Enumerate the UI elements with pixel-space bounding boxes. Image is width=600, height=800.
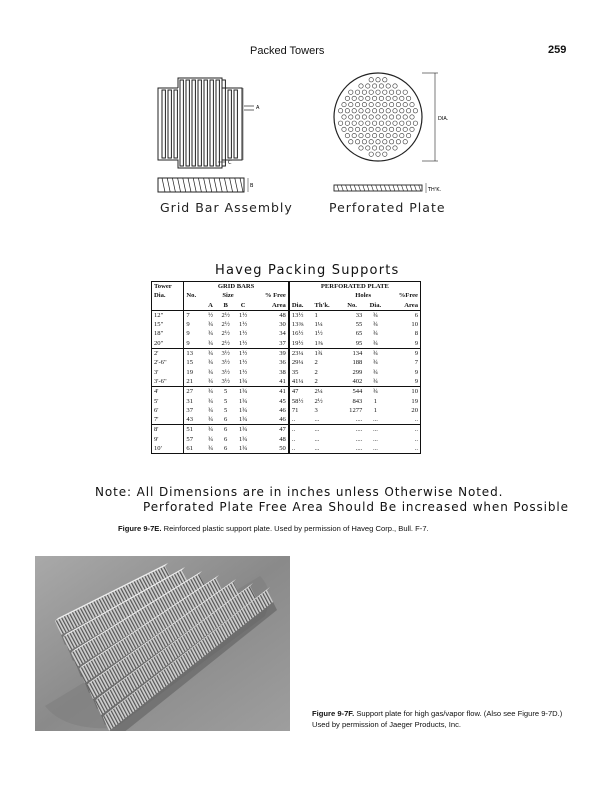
table-cell: 2½ (221, 330, 230, 338)
table-cell: 3½ (221, 368, 230, 376)
grid-bar-assembly-label: Grid Bar Assembly (160, 200, 293, 215)
table-cell: 5 (224, 397, 228, 405)
table-cell: 95 (340, 339, 365, 349)
table-cell: 55 (355, 321, 363, 329)
table-cell: 19 (411, 397, 418, 405)
table-cell: 46 (252, 415, 289, 425)
col-plate-area: Area (387, 301, 421, 311)
table-cell: 41 (252, 377, 289, 387)
table-cell: 9 (387, 339, 421, 349)
table-cell: 8' (154, 426, 159, 434)
table-cell: 2' (154, 350, 159, 358)
table-cell: 2¼ (314, 388, 323, 396)
table-cell: ¾ (372, 388, 378, 396)
dim-thk-label: TH'K. (428, 187, 442, 193)
table-cell: 9 (184, 320, 204, 329)
table-row (152, 377, 421, 387)
table-cell: 1277 (349, 406, 363, 414)
table-cell: 1¾ (239, 445, 248, 453)
table-cell: 1¾ (239, 406, 248, 414)
table-cell: 9 (184, 339, 204, 349)
table-cell: .. (414, 435, 418, 443)
table-cell: ¾ (364, 377, 386, 387)
table-cell: 5' (154, 397, 159, 405)
table-cell: .. (289, 435, 313, 444)
table-cell: 16½ (289, 329, 313, 338)
table-cell: ¾ (208, 426, 214, 434)
table-cell: 27 (184, 387, 204, 397)
figure-9-7f-caption (312, 708, 574, 730)
table-row (152, 320, 421, 329)
col-group-perforated-plate: PERFORATED PLATE (289, 282, 421, 292)
table-cell: 3'-6" (152, 377, 184, 387)
col-group-grid-bars: GRID BARS (184, 282, 289, 292)
table-cell: .... (355, 426, 363, 434)
table-cell: 58½ (289, 397, 313, 406)
table-cell: 10' (154, 445, 162, 453)
table-cell: 2 (312, 377, 339, 387)
table-cell: 20" (152, 339, 184, 349)
table-cell: 3' (154, 368, 159, 376)
table-cell: 6' (154, 406, 159, 414)
table-cell: 1⅜ (312, 339, 339, 349)
table-cell: 33 (355, 311, 363, 319)
support-plate-photo (35, 556, 290, 731)
table-cell: 31 (184, 397, 204, 406)
table-cell: ... (372, 435, 378, 443)
table-cell: ... (314, 445, 320, 453)
table-cell: .... (355, 445, 363, 453)
table-cell: 39 (279, 350, 286, 358)
col-area: Area (252, 301, 289, 311)
table-cell: 41 (279, 388, 286, 396)
table-cell: 15 (184, 358, 204, 367)
table-cell: 48 (279, 311, 286, 319)
table-cell: ... (372, 426, 378, 434)
table-cell: 1½ (239, 359, 248, 367)
table-cell: 1½ (239, 368, 248, 376)
table-cell: ... (364, 415, 386, 425)
table-cell: 1¾ (239, 388, 248, 396)
table-cell: 1¾ (234, 415, 251, 425)
table-cell: 21 (184, 377, 204, 387)
table-cell: ¾ (208, 388, 214, 396)
table-cell: ¾ (372, 359, 378, 367)
note-line-2: Perforated Plate Free Area Should Be increased when Possible (143, 500, 569, 514)
col-thk: Th'k. (312, 301, 339, 311)
table-cell: ... (314, 435, 320, 443)
table-cell: .. (387, 415, 421, 425)
table-cell: ¾ (364, 339, 386, 349)
table-cell: 402 (340, 377, 365, 387)
table-cell: 23¼ (289, 349, 313, 359)
table-cell: 6 (224, 445, 228, 453)
table-cell: 4' (154, 388, 159, 396)
table-row (152, 406, 421, 415)
col-holes-no: No. (340, 301, 365, 311)
table-cell: 2½ (314, 397, 323, 405)
table-cell: 35 (289, 368, 313, 377)
table-cell: .... (340, 415, 365, 425)
table-cell: ¾ (204, 377, 217, 387)
table-cell: 1½ (239, 321, 248, 329)
table-cell: ... (312, 415, 339, 425)
grid-bar-assembly-drawing (140, 70, 280, 200)
table-row (152, 349, 421, 359)
table-cell: ¾ (372, 311, 378, 319)
table-cell: 3½ (221, 359, 230, 367)
table-cell: 1½ (239, 350, 248, 358)
table-cell: 10 (411, 321, 418, 329)
table-cell: 6 (217, 415, 234, 425)
table-cell: 29¼ (289, 358, 313, 367)
table-cell: .. (289, 415, 313, 425)
table-cell: 2½ (217, 339, 234, 349)
table-cell: 9 (184, 329, 204, 338)
table-cell: 57 (184, 435, 204, 444)
table-cell: ¾ (208, 406, 214, 414)
table-cell: .. (414, 426, 418, 434)
table-cell: 19½ (289, 339, 313, 349)
table-cell: 2 (314, 359, 318, 367)
col-a: A (204, 301, 217, 311)
table-cell: 9 (387, 377, 421, 387)
col-b: B (217, 301, 234, 311)
table-row (152, 444, 421, 454)
table-cell: 38 (279, 368, 286, 376)
dim-a-label: A (256, 105, 260, 111)
table-cell: ¾ (208, 445, 214, 453)
table-row (152, 358, 421, 367)
table-title: Haveg Packing Supports (215, 263, 400, 278)
dim-b-label: B (250, 183, 254, 189)
col-tower-dia: Dia. (154, 292, 166, 300)
table-cell: 18" (154, 330, 164, 338)
table-cell: ¾ (372, 330, 378, 338)
table-cell: 65 (355, 330, 363, 338)
table-cell: ¾ (208, 350, 214, 358)
table-row (152, 425, 421, 435)
page-number: 259 (548, 44, 567, 56)
table-row (152, 368, 421, 377)
table-cell: 13⅜ (289, 320, 313, 329)
table-row (152, 435, 421, 444)
table-row (152, 310, 421, 320)
figure-9-7e-text: Reinforced plastic support plate. Used by permission of Haveg Corp., Bull. F-7. (163, 524, 429, 533)
table-cell: 12" (154, 311, 164, 319)
table-cell: 9 (414, 368, 418, 376)
table-cell: 3½ (217, 377, 234, 387)
table-cell: ¾ (208, 397, 214, 405)
table-cell: .. (414, 445, 418, 453)
table-cell: 20 (411, 406, 418, 414)
table-cell: 843 (352, 397, 363, 405)
table-cell: 1¾ (239, 397, 248, 405)
table-cell: 47 (279, 426, 286, 434)
table-cell: 30 (279, 321, 286, 329)
table-cell: 7' (152, 415, 184, 425)
table-cell: ... (314, 426, 320, 434)
table-cell: 5 (224, 406, 228, 414)
figure-9-7e-label: Figure 9-7E. (118, 524, 162, 533)
table-cell: 3½ (221, 350, 230, 358)
table-cell: 43 (184, 415, 204, 425)
table-cell: 2 (314, 368, 318, 376)
figure-9-7f-text: Support plate for high gas/vapor flow. (Also see Figure 9-7D.) Used by permission of Jaeger Products, Inc. (312, 709, 563, 729)
table-cell: 1¾ (234, 377, 251, 387)
table-cell: 1¾ (314, 350, 323, 358)
table-cell: ¾ (372, 368, 378, 376)
table-cell: ¾ (208, 321, 214, 329)
table-cell: 10 (411, 388, 418, 396)
table-cell: 46 (279, 406, 286, 414)
table-cell: 34 (279, 330, 286, 338)
table-cell: 7 (184, 310, 204, 320)
table-cell: 1¼ (314, 321, 323, 329)
table-cell: 1¾ (239, 435, 248, 443)
table-cell: 41¼ (289, 377, 313, 387)
table-cell: 8 (414, 330, 418, 338)
perforated-plate-drawing (318, 65, 468, 200)
table-row (152, 387, 421, 397)
table-row (152, 415, 421, 425)
table-cell: 50 (279, 445, 286, 453)
table-cell: 2½ (221, 321, 230, 329)
table-cell: 1½ (239, 311, 248, 319)
col-plate-pct-free: %Free (398, 292, 418, 300)
table-row (152, 329, 421, 338)
table-cell: 48 (279, 435, 286, 443)
table-cell: 37 (252, 339, 289, 349)
table-cell: 3 (314, 406, 318, 414)
table-cell: 1½ (314, 330, 323, 338)
table-cell: ¾ (372, 321, 378, 329)
note-line-1: Note: All Dimensions are in inches unless Otherwise Noted. (95, 485, 504, 499)
table-cell: .. (289, 444, 313, 454)
table-cell: 1 (373, 397, 378, 405)
col-pct-free: % Free (264, 292, 286, 300)
table-cell: 1½ (239, 330, 248, 338)
table-cell: 544 (352, 388, 363, 396)
figure-9-7e-caption (118, 523, 429, 534)
table-cell: 188 (352, 359, 363, 367)
perforated-plate-label: Perforated Plate (329, 200, 446, 215)
table-cell: 9' (154, 435, 159, 443)
table-cell: 47 (289, 387, 313, 397)
table-cell: 5 (224, 388, 228, 396)
table-cell: 13½ (289, 310, 313, 320)
table-row (152, 339, 421, 349)
haveg-support-table (151, 281, 421, 454)
table-cell: 1 (314, 311, 318, 319)
table-cell: ¾ (204, 415, 217, 425)
table-cell: 36 (279, 359, 286, 367)
figure-9-7f-label: Figure 9-7F. (312, 709, 355, 718)
col-no: No. (184, 291, 204, 300)
table-cell: 1¾ (239, 426, 248, 434)
table-cell: 37 (184, 406, 204, 415)
table-cell: 6 (224, 426, 228, 434)
table-cell: ¾ (208, 330, 214, 338)
table-cell: 6 (224, 435, 228, 443)
table-cell: 299 (352, 368, 363, 376)
running-header: Packed Towers (250, 45, 325, 57)
col-holes: Holes (355, 292, 372, 300)
dim-dia-label: DIA. (438, 116, 449, 122)
table-cell: 134 (352, 350, 363, 358)
table-cell: ¾ (208, 359, 214, 367)
col-c: C (234, 301, 251, 311)
table-cell: ¾ (208, 368, 214, 376)
table-cell: .... (355, 435, 363, 443)
table-cell: 13 (184, 349, 204, 359)
table-cell: ½ (208, 311, 214, 319)
table-cell: 15" (154, 321, 164, 329)
table-cell: 2½ (221, 311, 230, 319)
table-cell: ¾ (208, 435, 214, 443)
col-holes-dia: Dia. (364, 301, 386, 311)
table-cell: 45 (279, 397, 286, 405)
table-cell: 9 (414, 350, 418, 358)
table-cell: ¾ (204, 339, 217, 349)
table-cell: 51 (184, 425, 204, 435)
table-cell: 2'-6" (154, 359, 167, 367)
table-cell: 7 (414, 359, 418, 367)
table-row (152, 397, 421, 406)
col-size: Size (222, 292, 234, 300)
table-cell: 1 (373, 406, 378, 414)
table-cell: 61 (184, 444, 204, 454)
table-cell: .. (289, 425, 313, 435)
col-tower: Tower (154, 283, 172, 290)
table-cell: 6 (414, 311, 418, 319)
table-cell: ¾ (372, 350, 378, 358)
table-cell: 19 (184, 368, 204, 377)
col-plate-dia: Dia. (289, 301, 313, 311)
table-cell: ... (372, 445, 378, 453)
table-cell: 1½ (234, 339, 251, 349)
table-cell: 71 (289, 406, 313, 415)
dim-c-label: C (228, 160, 232, 166)
